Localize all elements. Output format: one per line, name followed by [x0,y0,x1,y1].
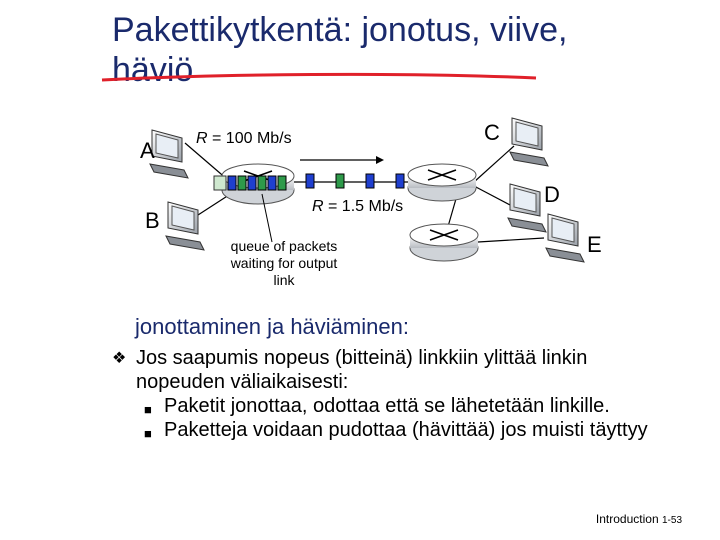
host-D-label: D [544,182,560,207]
host-A-label: A [140,138,155,163]
section-heading: jonottaminen ja häviäminen: [135,314,409,339]
host-C-label: C [484,120,500,145]
host-C-computer-icon [510,118,548,166]
packet-queue [214,176,286,190]
host-D-computer-icon [508,184,546,232]
host-A-computer-icon [150,130,188,178]
host-B-label: B [145,208,160,233]
sub-bullet-item: ■ Paketit jonottaa, odottaa että se lähetetään linkille. [112,394,672,418]
packets-in-transit [306,174,404,188]
bullet-item: ❖ Jos saapumis nopeus (bitteinä) linkkiin ylittää linkin nopeuden väliaikaisesti: [112,347,588,393]
router-3 [410,224,478,261]
rate-1-5-label: R = 1.5 Mb/s [312,198,404,215]
sub-bullet-item: ■ Paketteja voidaan pudottaa (hävittää) jos muisti täyttyy [112,418,672,442]
rate-100-label: R = 100 Mb/s [196,130,292,147]
bullet-list [112,346,672,442]
host-E-label: E [587,232,602,257]
square-bullet-icon: ■ [144,426,152,441]
slide-title: Pakettikytkentä: jonotus, viive, häviö [112,11,568,89]
square-bullet-icon: ■ [144,402,152,417]
slide-footer: Introduction 1-53 [595,512,682,526]
diamond-bullet-icon: ❖ [112,350,127,367]
queue-note: queue of packets waiting for output link [230,238,338,288]
router-2 [408,164,476,201]
flow-arrow [300,156,384,164]
host-E-computer-icon [546,214,584,262]
host-B-computer-icon [166,202,204,250]
